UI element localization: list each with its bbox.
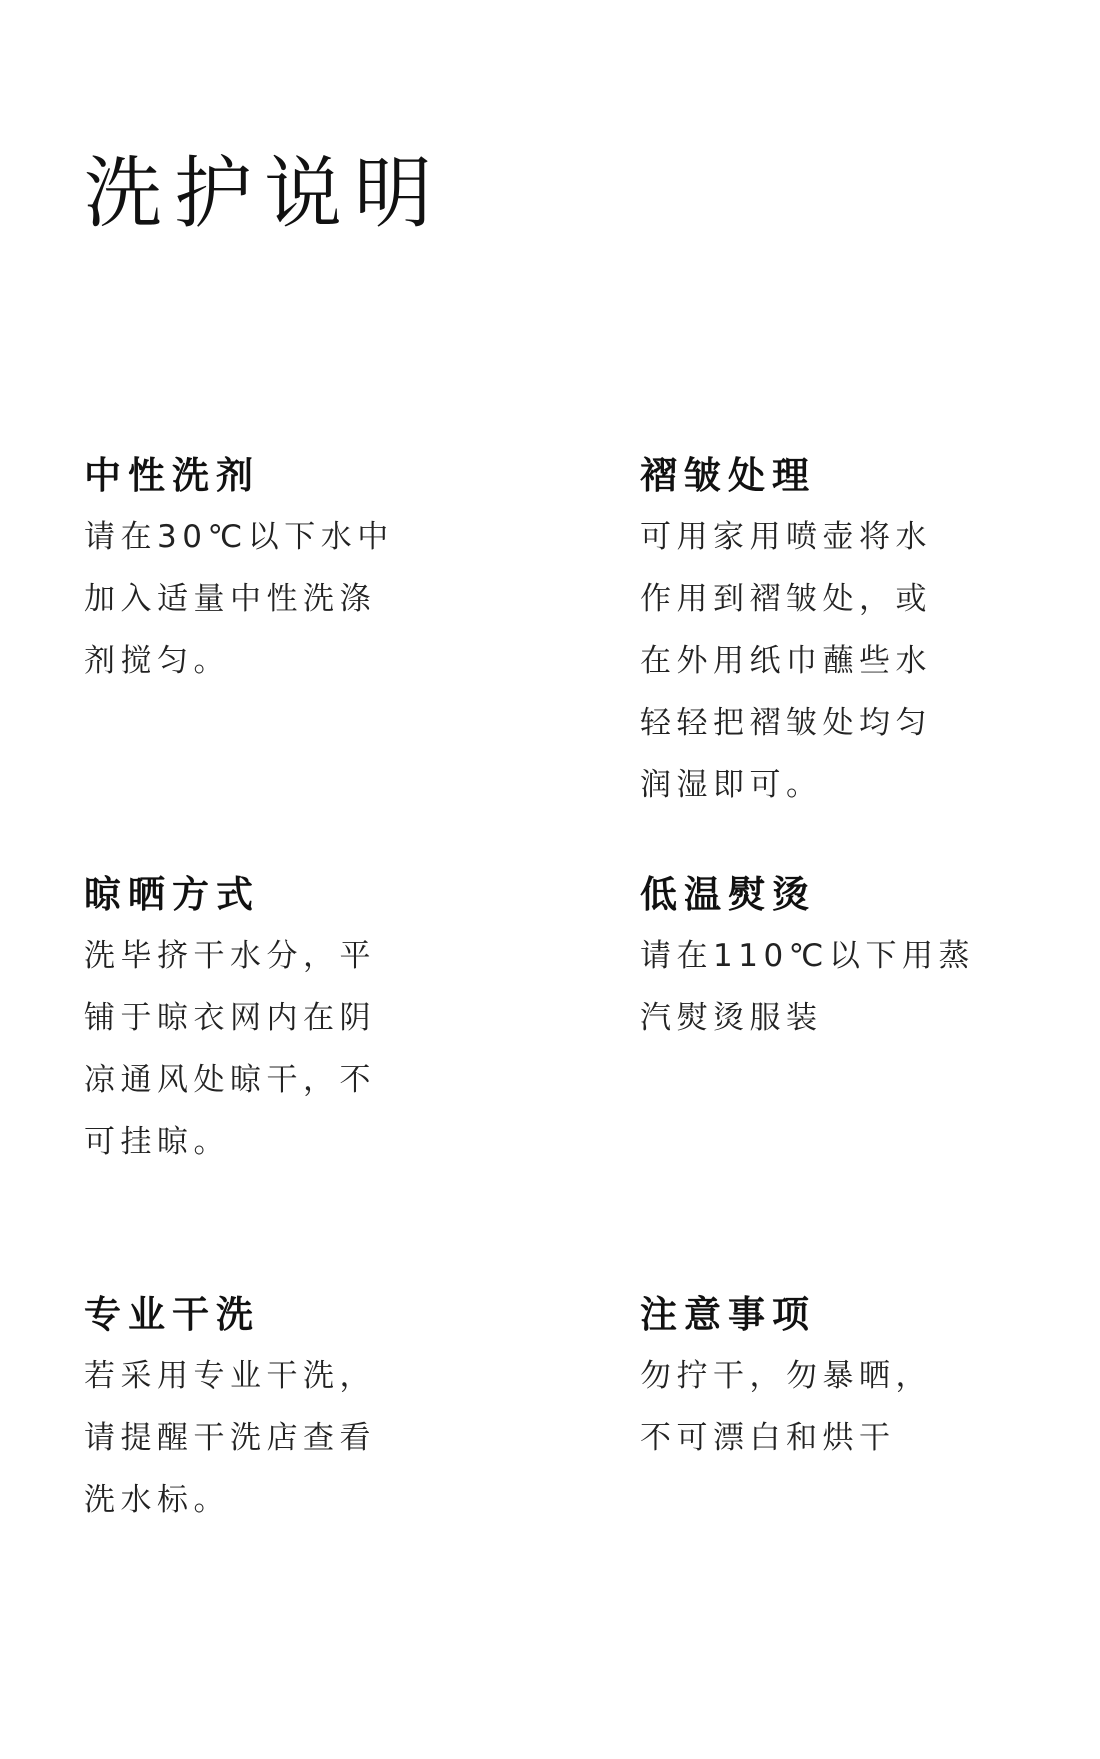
- body-line: 凉通风处晾干，不: [84, 1062, 376, 1098]
- body-line: 铺于晾衣网内在阴: [84, 1000, 376, 1036]
- body-line: 洗毕挤干水分，平: [84, 938, 376, 974]
- body-line: 请在30℃以下水中: [84, 519, 394, 555]
- body-line: 轻轻把褶皱处均匀: [640, 705, 932, 741]
- body-line: 作用到褶皱处，或: [640, 581, 932, 617]
- section-body: [84, 1345, 484, 1531]
- body-line: 可挂晾。: [84, 1124, 230, 1160]
- care-section-drying-method: [84, 865, 484, 1173]
- section-heading: 褶皱处理: [640, 454, 816, 497]
- body-line: 在外用纸巾蘸些水: [640, 643, 932, 679]
- body-line: 请提醒干洗店查看: [84, 1420, 376, 1456]
- body-line: 洗水标。: [84, 1482, 230, 1518]
- section-body: [640, 1345, 1040, 1469]
- section-heading: 注意事项: [640, 1293, 816, 1336]
- body-line: 可用家用喷壶将水: [640, 519, 932, 555]
- care-section-wrinkle-treatment: [640, 446, 1040, 816]
- section-heading: 中性洗剂: [84, 454, 260, 497]
- body-line: 不可漂白和烘干: [640, 1420, 896, 1456]
- care-section-dry-cleaning: [84, 1285, 484, 1531]
- body-line: 勿拧干，勿暴晒，: [640, 1358, 932, 1394]
- body-line: 润湿即可。: [640, 767, 823, 803]
- body-line: 剂搅匀。: [84, 643, 230, 679]
- care-section-low-temp-ironing: [640, 865, 1040, 1049]
- section-heading: 晾晒方式: [84, 873, 260, 916]
- body-line: 请在110℃以下用蒸: [640, 938, 975, 974]
- section-heading: 低温熨烫: [640, 873, 816, 916]
- body-line: 加入适量中性洗涤: [84, 581, 376, 617]
- section-body: [84, 925, 484, 1173]
- section-heading: 专业干洗: [84, 1293, 260, 1336]
- care-section-neutral-detergent: [84, 446, 484, 692]
- section-body: [84, 506, 484, 692]
- section-body: [640, 506, 1040, 816]
- section-body: [640, 925, 1040, 1049]
- care-section-precautions: [640, 1285, 1040, 1469]
- body-line: 若采用专业干洗，: [84, 1358, 376, 1394]
- page-title: 洗护说明: [84, 149, 445, 239]
- body-line: 汽熨烫服装: [640, 1000, 823, 1036]
